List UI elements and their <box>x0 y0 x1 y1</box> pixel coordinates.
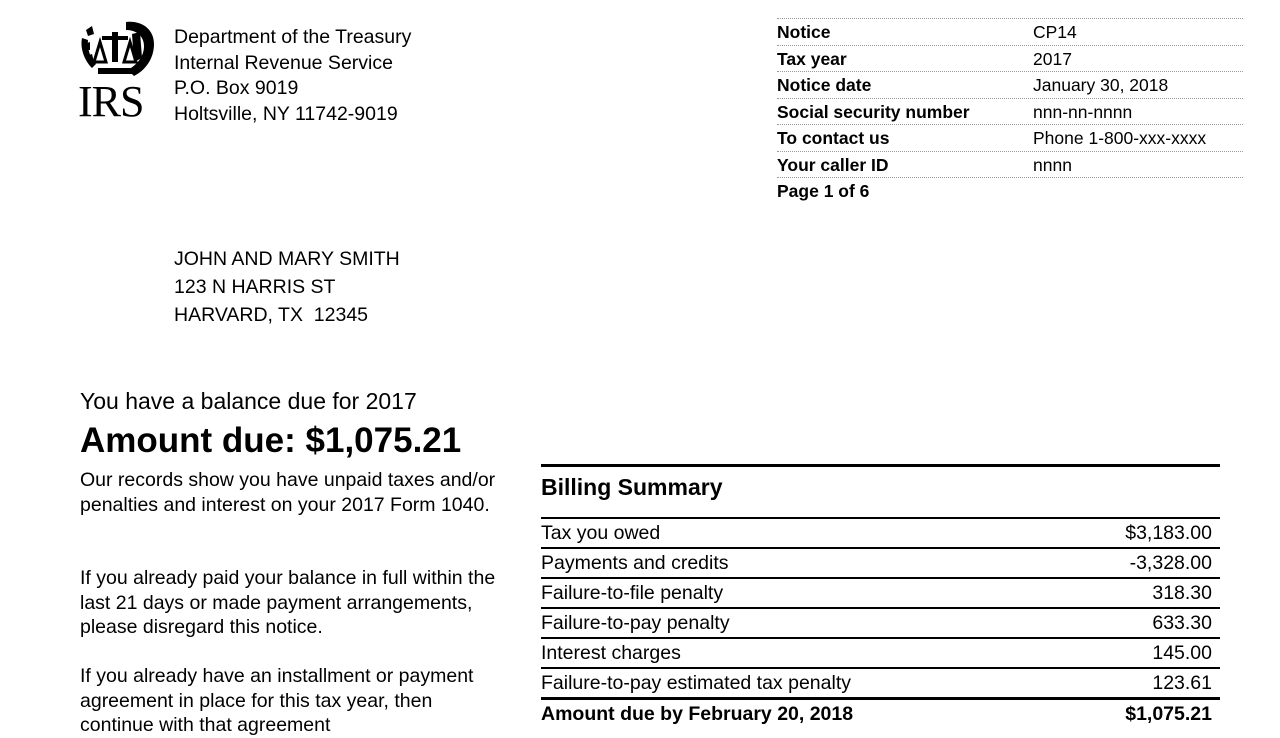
billing-label: Interest charges <box>541 642 681 664</box>
billing-label: Payments and credits <box>541 552 729 574</box>
info-label: Tax year <box>777 48 847 69</box>
billing-label: Failure-to-pay penalty <box>541 612 730 634</box>
sender-line: P.O. Box 9019 <box>174 77 299 99</box>
info-row <box>777 45 1243 72</box>
info-row <box>777 151 1243 178</box>
billing-value: -3,328.00 <box>1129 552 1212 574</box>
irs-logo <box>78 18 158 126</box>
info-value: January 30, 2018 <box>1033 75 1169 95</box>
irs-wordmark: IRS <box>78 77 144 126</box>
info-label: Your caller ID <box>777 154 889 175</box>
billing-value: 123.61 <box>1152 672 1212 694</box>
amount-due-heading: Amount due: $1,075.21 <box>80 421 462 460</box>
billing-total-row <box>541 700 1220 728</box>
recipient-line: 123 N HARRIS ST <box>174 276 336 298</box>
sender-address <box>174 25 411 127</box>
billing-row <box>541 519 1220 549</box>
info-label: To contact us <box>777 128 890 148</box>
billing-value: 318.30 <box>1152 582 1212 604</box>
billing-label: Failure-to-pay estimated tax penalty <box>541 672 851 694</box>
info-label: Notice date <box>777 75 872 95</box>
billing-value: $3,183.00 <box>1125 522 1212 544</box>
paragraph-installment: If you already have an installment or payment agreement in place for this tax year, then continue with that agreement <box>80 665 474 736</box>
billing-total-value: $1,075.21 <box>1125 703 1212 725</box>
sender-line: Internal Revenue Service <box>174 51 393 74</box>
billing-row <box>541 549 1220 579</box>
info-label: Social security number <box>777 101 970 122</box>
billing-row <box>541 639 1220 669</box>
eagle-scales-icon <box>78 18 158 80</box>
recipient-line: JOHN AND MARY SMITH <box>174 248 400 270</box>
info-value: 2017 <box>1033 48 1072 69</box>
recipient-address <box>174 245 400 329</box>
info-row <box>777 18 1243 45</box>
billing-label: Failure-to-file penalty <box>541 582 724 604</box>
billing-value: 633.30 <box>1152 612 1212 634</box>
notice-info-table <box>777 18 1243 204</box>
billing-value: 145.00 <box>1152 642 1212 664</box>
recipient-line: HARVARD, TX 12345 <box>174 304 369 326</box>
billing-row <box>541 609 1220 639</box>
info-value: CP14 <box>1033 22 1077 42</box>
billing-label: Tax you owed <box>541 522 661 544</box>
info-value: nnnn <box>1033 154 1072 175</box>
sender-line: Holtsville, NY 11742-9019 <box>174 102 398 125</box>
info-label: Notice <box>777 22 831 42</box>
info-value: Phone 1-800-xxx-xxxx <box>1033 128 1207 148</box>
page-number-row <box>777 177 1243 204</box>
paragraph-disregard: If you already paid your balance in full within the last 21 days or made payment arrangements, please disregard this notice. <box>80 567 496 638</box>
info-row <box>777 71 1243 98</box>
billing-row <box>541 579 1220 609</box>
info-row <box>777 98 1243 125</box>
billing-summary <box>541 464 1220 728</box>
paragraph-unpaid: Our records show you have unpaid taxes and/or penalties and interest on your 2017 Form 1040. <box>80 469 496 516</box>
billing-summary-title: Billing Summary <box>541 467 1220 519</box>
page-number: Page 1 of 6 <box>777 181 870 201</box>
info-row <box>777 124 1243 151</box>
billing-total-label: Amount due by February 20, 2018 <box>541 703 854 725</box>
billing-row <box>541 669 1220 700</box>
info-value: nnn-nn-nnnn <box>1033 101 1133 122</box>
sender-line: Department of the Treasury <box>174 26 412 48</box>
balance-heading: You have a balance due for 2017 <box>80 388 417 414</box>
